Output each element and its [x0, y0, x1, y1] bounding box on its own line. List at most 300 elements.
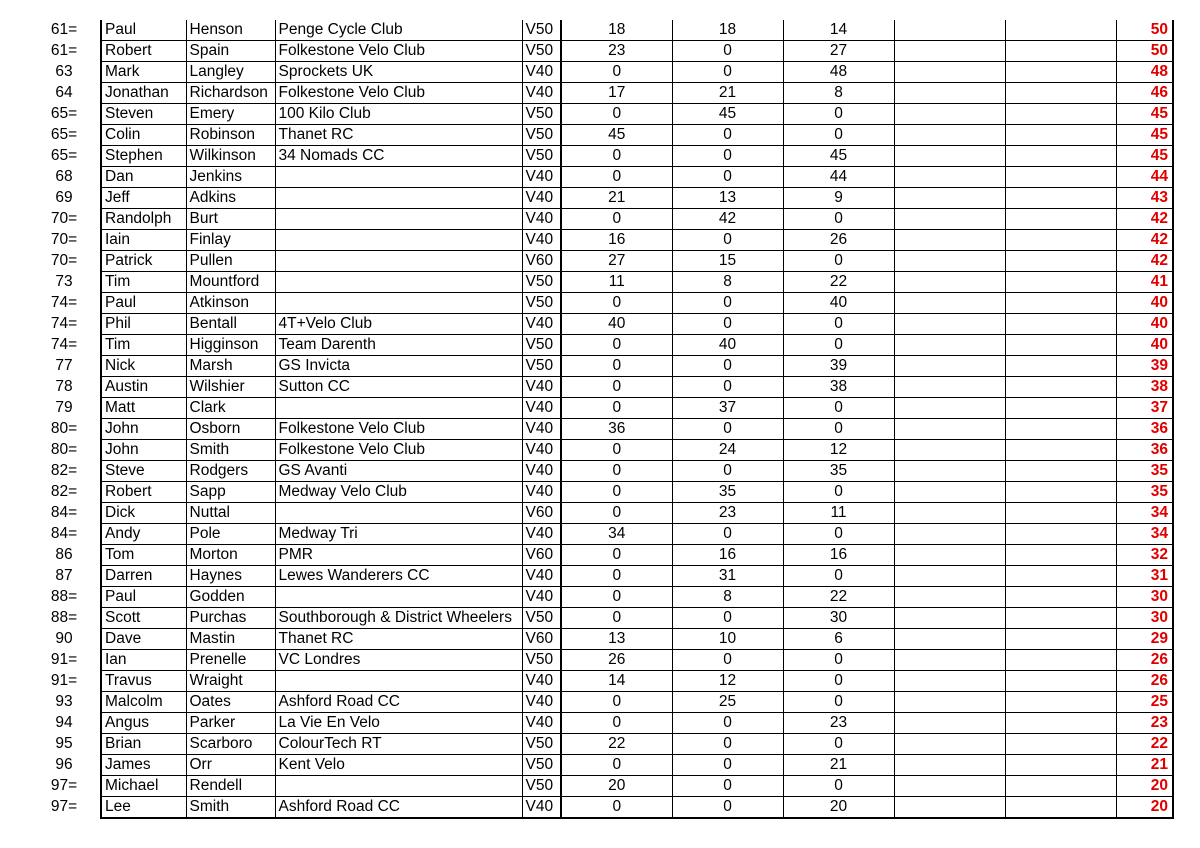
round-5-points-cell	[1005, 419, 1116, 440]
total-points-cell: 35	[1116, 482, 1173, 503]
table-row	[28, 461, 1173, 482]
round-2-points-cell: 21	[672, 83, 783, 104]
round-4-points-cell	[894, 41, 1005, 62]
round-3-points-cell: 0	[783, 398, 894, 419]
first-name-cell: Scott	[101, 608, 186, 629]
round-1-points-cell: 0	[561, 377, 672, 398]
total-points-cell: 46	[1116, 83, 1173, 104]
round-2-points-cell: 42	[672, 209, 783, 230]
total-points-cell: 50	[1116, 20, 1173, 41]
position-cell: 74=	[50, 294, 78, 312]
last-name-cell: Smith	[186, 797, 275, 819]
table-row	[28, 503, 1173, 524]
category-cell: V40	[522, 377, 561, 398]
round-4-points-cell	[894, 167, 1005, 188]
total-points-cell: 34	[1116, 503, 1173, 524]
total-points-cell: 23	[1116, 713, 1173, 734]
total-points-cell: 25	[1116, 692, 1173, 713]
category-cell: V50	[522, 776, 561, 797]
round-2-points-cell: 10	[672, 629, 783, 650]
position-cell: 61=	[50, 21, 78, 39]
total-points-cell: 40	[1116, 335, 1173, 356]
round-1-points-cell: 16	[561, 230, 672, 251]
last-name-cell: Purchas	[186, 608, 275, 629]
total-points-cell: 20	[1116, 797, 1173, 819]
club-cell: Folkestone Velo Club	[275, 419, 522, 440]
first-name-cell: Randolph	[101, 209, 186, 230]
club-cell: ColourTech RT	[275, 734, 522, 755]
last-name-cell: Oates	[186, 692, 275, 713]
round-2-points-cell: 40	[672, 335, 783, 356]
total-points-cell: 42	[1116, 251, 1173, 272]
total-points-cell: 40	[1116, 293, 1173, 314]
round-3-points-cell: 20	[783, 797, 894, 819]
round-2-points-cell: 0	[672, 608, 783, 629]
club-cell: GS Avanti	[275, 461, 522, 482]
last-name-cell: Morton	[186, 545, 275, 566]
club-cell: 4T+Velo Club	[275, 314, 522, 335]
first-name-cell: Dick	[101, 503, 186, 524]
round-2-points-cell: 12	[672, 671, 783, 692]
total-points-cell: 42	[1116, 209, 1173, 230]
round-5-points-cell	[1005, 755, 1116, 776]
round-2-points-cell: 45	[672, 104, 783, 125]
first-name-cell: Phil	[101, 314, 186, 335]
round-1-points-cell: 20	[561, 776, 672, 797]
table-row	[28, 41, 1173, 62]
round-3-points-cell: 21	[783, 755, 894, 776]
round-2-points-cell: 35	[672, 482, 783, 503]
round-2-points-cell: 0	[672, 776, 783, 797]
round-5-points-cell	[1005, 692, 1116, 713]
total-points-cell: 30	[1116, 608, 1173, 629]
table-row	[28, 398, 1173, 419]
position-cell: 61=	[50, 42, 78, 60]
round-4-points-cell	[894, 755, 1005, 776]
position-cell: 97=	[50, 777, 78, 795]
table-row	[28, 776, 1173, 797]
round-1-points-cell: 0	[561, 482, 672, 503]
table-row	[28, 314, 1173, 335]
first-name-cell: Steve	[101, 461, 186, 482]
last-name-cell: Prenelle	[186, 650, 275, 671]
last-name-cell: Adkins	[186, 188, 275, 209]
club-cell: 100 Kilo Club	[275, 104, 522, 125]
last-name-cell: Rodgers	[186, 461, 275, 482]
round-4-points-cell	[894, 398, 1005, 419]
round-4-points-cell	[894, 209, 1005, 230]
round-3-points-cell: 26	[783, 230, 894, 251]
category-cell: V40	[522, 188, 561, 209]
round-5-points-cell	[1005, 650, 1116, 671]
club-cell: Sutton CC	[275, 377, 522, 398]
club-cell	[275, 503, 522, 524]
table-row	[28, 440, 1173, 461]
club-cell: Thanet RC	[275, 629, 522, 650]
first-name-cell: Jonathan	[101, 83, 186, 104]
first-name-cell: John	[101, 440, 186, 461]
first-name-cell: Paul	[101, 587, 186, 608]
round-2-points-cell: 0	[672, 524, 783, 545]
round-3-points-cell: 30	[783, 608, 894, 629]
round-2-points-cell: 18	[672, 20, 783, 41]
total-points-cell: 32	[1116, 545, 1173, 566]
total-points-cell: 34	[1116, 524, 1173, 545]
category-cell: V40	[522, 230, 561, 251]
first-name-cell: Lee	[101, 797, 186, 819]
position-cell: 74=	[50, 336, 78, 354]
first-name-cell: Tim	[101, 272, 186, 293]
round-1-points-cell: 0	[561, 755, 672, 776]
club-cell: VC Londres	[275, 650, 522, 671]
round-4-points-cell	[894, 482, 1005, 503]
category-cell: V50	[522, 650, 561, 671]
first-name-cell: Paul	[101, 20, 186, 41]
club-cell: La Vie En Velo	[275, 713, 522, 734]
round-3-points-cell: 48	[783, 62, 894, 83]
round-2-points-cell: 13	[672, 188, 783, 209]
round-1-points-cell: 0	[561, 398, 672, 419]
club-cell: Penge Cycle Club	[275, 20, 522, 41]
first-name-cell: Paul	[101, 293, 186, 314]
club-cell: Folkestone Velo Club	[275, 83, 522, 104]
total-points-cell: 22	[1116, 734, 1173, 755]
total-points-cell: 26	[1116, 671, 1173, 692]
round-1-points-cell: 0	[561, 167, 672, 188]
round-1-points-cell: 21	[561, 188, 672, 209]
round-3-points-cell: 0	[783, 209, 894, 230]
round-4-points-cell	[894, 314, 1005, 335]
round-3-points-cell: 0	[783, 125, 894, 146]
round-2-points-cell: 0	[672, 356, 783, 377]
table-row	[28, 734, 1173, 755]
round-3-points-cell: 0	[783, 335, 894, 356]
round-1-points-cell: 0	[561, 104, 672, 125]
first-name-cell: Stephen	[101, 146, 186, 167]
round-4-points-cell	[894, 503, 1005, 524]
table-row	[28, 335, 1173, 356]
table-row	[28, 104, 1173, 125]
round-5-points-cell	[1005, 272, 1116, 293]
first-name-cell: Michael	[101, 776, 186, 797]
last-name-cell: Higginson	[186, 335, 275, 356]
round-1-points-cell: 26	[561, 650, 672, 671]
first-name-cell: Darren	[101, 566, 186, 587]
last-name-cell: Godden	[186, 587, 275, 608]
category-cell: V40	[522, 524, 561, 545]
club-cell: Thanet RC	[275, 125, 522, 146]
last-name-cell: Robinson	[186, 125, 275, 146]
total-points-cell: 36	[1116, 440, 1173, 461]
total-points-cell: 20	[1116, 776, 1173, 797]
round-3-points-cell: 44	[783, 167, 894, 188]
club-cell	[275, 251, 522, 272]
category-cell: V40	[522, 314, 561, 335]
round-2-points-cell: 0	[672, 125, 783, 146]
position-cell: 97=	[50, 798, 78, 816]
round-3-points-cell: 9	[783, 188, 894, 209]
table-row	[28, 62, 1173, 83]
round-5-points-cell	[1005, 251, 1116, 272]
category-cell: V40	[522, 83, 561, 104]
club-cell	[275, 776, 522, 797]
round-1-points-cell: 18	[561, 20, 672, 41]
round-1-points-cell: 0	[561, 503, 672, 524]
round-2-points-cell: 0	[672, 650, 783, 671]
round-1-points-cell: 0	[561, 566, 672, 587]
round-4-points-cell	[894, 62, 1005, 83]
last-name-cell: Langley	[186, 62, 275, 83]
round-1-points-cell: 0	[561, 440, 672, 461]
round-3-points-cell: 35	[783, 461, 894, 482]
position-cell: 74=	[50, 315, 78, 333]
round-5-points-cell	[1005, 188, 1116, 209]
last-name-cell: Spain	[186, 41, 275, 62]
round-1-points-cell: 17	[561, 83, 672, 104]
total-points-cell: 35	[1116, 461, 1173, 482]
round-2-points-cell: 0	[672, 167, 783, 188]
round-4-points-cell	[894, 125, 1005, 146]
table-row	[28, 545, 1173, 566]
round-1-points-cell: 0	[561, 692, 672, 713]
round-2-points-cell: 25	[672, 692, 783, 713]
table-row	[28, 629, 1173, 650]
round-5-points-cell	[1005, 440, 1116, 461]
category-cell: V50	[522, 41, 561, 62]
position-cell: 84=	[50, 525, 78, 543]
table-row	[28, 146, 1173, 167]
category-cell: V50	[522, 335, 561, 356]
first-name-cell: Andy	[101, 524, 186, 545]
last-name-cell: Wilkinson	[186, 146, 275, 167]
club-cell: Kent Velo	[275, 755, 522, 776]
round-5-points-cell	[1005, 41, 1116, 62]
round-2-points-cell: 0	[672, 62, 783, 83]
club-cell	[275, 398, 522, 419]
round-4-points-cell	[894, 230, 1005, 251]
round-3-points-cell: 0	[783, 566, 894, 587]
round-2-points-cell: 0	[672, 314, 783, 335]
position-cell: 91=	[50, 672, 78, 690]
first-name-cell: Tom	[101, 545, 186, 566]
club-cell	[275, 671, 522, 692]
position-cell: 78	[55, 378, 73, 396]
round-5-points-cell	[1005, 797, 1116, 819]
round-5-points-cell	[1005, 167, 1116, 188]
total-points-cell: 44	[1116, 167, 1173, 188]
table-row	[28, 713, 1173, 734]
total-points-cell: 37	[1116, 398, 1173, 419]
round-1-points-cell: 45	[561, 125, 672, 146]
category-cell: V40	[522, 398, 561, 419]
category-cell: V50	[522, 608, 561, 629]
table-row	[28, 377, 1173, 398]
round-4-points-cell	[894, 461, 1005, 482]
round-4-points-cell	[894, 650, 1005, 671]
category-cell: V50	[522, 104, 561, 125]
first-name-cell: Ian	[101, 650, 186, 671]
round-1-points-cell: 0	[561, 335, 672, 356]
round-3-points-cell: 45	[783, 146, 894, 167]
table-row	[28, 524, 1173, 545]
round-5-points-cell	[1005, 545, 1116, 566]
position-cell: 70=	[50, 210, 78, 228]
round-5-points-cell	[1005, 230, 1116, 251]
position-cell: 84=	[50, 504, 78, 522]
table-row	[28, 356, 1173, 377]
last-name-cell: Rendell	[186, 776, 275, 797]
round-3-points-cell: 12	[783, 440, 894, 461]
category-cell: V40	[522, 461, 561, 482]
position-cell: 64	[55, 84, 73, 102]
position-cell: 90	[55, 630, 73, 648]
round-2-points-cell: 0	[672, 755, 783, 776]
first-name-cell: Austin	[101, 377, 186, 398]
category-cell: V40	[522, 797, 561, 819]
round-5-points-cell	[1005, 671, 1116, 692]
round-3-points-cell: 38	[783, 377, 894, 398]
round-2-points-cell: 16	[672, 545, 783, 566]
round-3-points-cell: 11	[783, 503, 894, 524]
round-1-points-cell: 13	[561, 629, 672, 650]
club-cell: Folkestone Velo Club	[275, 41, 522, 62]
club-cell: Lewes Wanderers CC	[275, 566, 522, 587]
category-cell: V40	[522, 692, 561, 713]
category-cell: V50	[522, 356, 561, 377]
round-4-points-cell	[894, 272, 1005, 293]
category-cell: V40	[522, 566, 561, 587]
club-cell: 34 Nomads CC	[275, 146, 522, 167]
table-row	[28, 755, 1173, 776]
category-cell: V50	[522, 20, 561, 41]
round-3-points-cell: 0	[783, 314, 894, 335]
round-1-points-cell: 0	[561, 293, 672, 314]
round-5-points-cell	[1005, 125, 1116, 146]
last-name-cell: Scarboro	[186, 734, 275, 755]
round-4-points-cell	[894, 734, 1005, 755]
first-name-cell: Dave	[101, 629, 186, 650]
round-4-points-cell	[894, 20, 1005, 41]
club-cell	[275, 188, 522, 209]
round-3-points-cell: 27	[783, 41, 894, 62]
last-name-cell: Finlay	[186, 230, 275, 251]
position-cell: 79	[55, 399, 73, 417]
round-3-points-cell: 39	[783, 356, 894, 377]
first-name-cell: Tim	[101, 335, 186, 356]
position-cell: 73	[55, 273, 73, 291]
position-cell: 70=	[50, 252, 78, 270]
round-4-points-cell	[894, 524, 1005, 545]
club-cell	[275, 587, 522, 608]
round-1-points-cell: 36	[561, 419, 672, 440]
round-4-points-cell	[894, 188, 1005, 209]
round-5-points-cell	[1005, 293, 1116, 314]
position-cell: 80=	[50, 420, 78, 438]
first-name-cell: Mark	[101, 62, 186, 83]
round-5-points-cell	[1005, 482, 1116, 503]
table-row	[28, 671, 1173, 692]
round-5-points-cell	[1005, 713, 1116, 734]
round-2-points-cell: 0	[672, 146, 783, 167]
first-name-cell: James	[101, 755, 186, 776]
club-cell: Ashford Road CC	[275, 692, 522, 713]
table-row	[28, 587, 1173, 608]
round-3-points-cell: 6	[783, 629, 894, 650]
position-cell: 68	[55, 168, 73, 186]
category-cell: V40	[522, 482, 561, 503]
category-cell: V40	[522, 419, 561, 440]
category-cell: V50	[522, 125, 561, 146]
round-3-points-cell: 8	[783, 83, 894, 104]
table-row	[28, 566, 1173, 587]
total-points-cell: 40	[1116, 314, 1173, 335]
club-cell: Ashford Road CC	[275, 797, 522, 819]
round-3-points-cell: 0	[783, 251, 894, 272]
category-cell: V60	[522, 629, 561, 650]
category-cell: V40	[522, 62, 561, 83]
round-3-points-cell: 22	[783, 587, 894, 608]
table-row	[28, 797, 1173, 819]
table-row	[28, 125, 1173, 146]
round-4-points-cell	[894, 419, 1005, 440]
last-name-cell: Bentall	[186, 314, 275, 335]
round-2-points-cell: 0	[672, 734, 783, 755]
category-cell: V40	[522, 167, 561, 188]
round-3-points-cell: 0	[783, 524, 894, 545]
round-2-points-cell: 0	[672, 377, 783, 398]
round-5-points-cell	[1005, 209, 1116, 230]
last-name-cell: Nuttal	[186, 503, 275, 524]
category-cell: V60	[522, 503, 561, 524]
last-name-cell: Sapp	[186, 482, 275, 503]
position-cell: 82=	[50, 462, 78, 480]
round-4-points-cell	[894, 692, 1005, 713]
table-row	[28, 167, 1173, 188]
total-points-cell: 21	[1116, 755, 1173, 776]
round-4-points-cell	[894, 146, 1005, 167]
first-name-cell: Angus	[101, 713, 186, 734]
round-5-points-cell	[1005, 524, 1116, 545]
round-2-points-cell: 8	[672, 587, 783, 608]
round-5-points-cell	[1005, 608, 1116, 629]
total-points-cell: 36	[1116, 419, 1173, 440]
round-5-points-cell	[1005, 146, 1116, 167]
round-2-points-cell: 23	[672, 503, 783, 524]
position-cell: 87	[55, 567, 73, 585]
round-3-points-cell: 0	[783, 419, 894, 440]
round-2-points-cell: 37	[672, 398, 783, 419]
category-cell: V40	[522, 209, 561, 230]
last-name-cell: Richardson	[186, 83, 275, 104]
last-name-cell: Emery	[186, 104, 275, 125]
round-1-points-cell: 0	[561, 461, 672, 482]
position-cell: 88=	[50, 588, 78, 606]
total-points-cell: 29	[1116, 629, 1173, 650]
round-1-points-cell: 40	[561, 314, 672, 335]
last-name-cell: Wilshier	[186, 377, 275, 398]
table-row	[28, 230, 1173, 251]
round-1-points-cell: 22	[561, 734, 672, 755]
round-5-points-cell	[1005, 566, 1116, 587]
first-name-cell: Colin	[101, 125, 186, 146]
round-2-points-cell: 0	[672, 461, 783, 482]
last-name-cell: Wraight	[186, 671, 275, 692]
round-5-points-cell	[1005, 734, 1116, 755]
round-4-points-cell	[894, 335, 1005, 356]
round-5-points-cell	[1005, 314, 1116, 335]
position-cell: 65=	[50, 105, 78, 123]
total-points-cell: 45	[1116, 125, 1173, 146]
